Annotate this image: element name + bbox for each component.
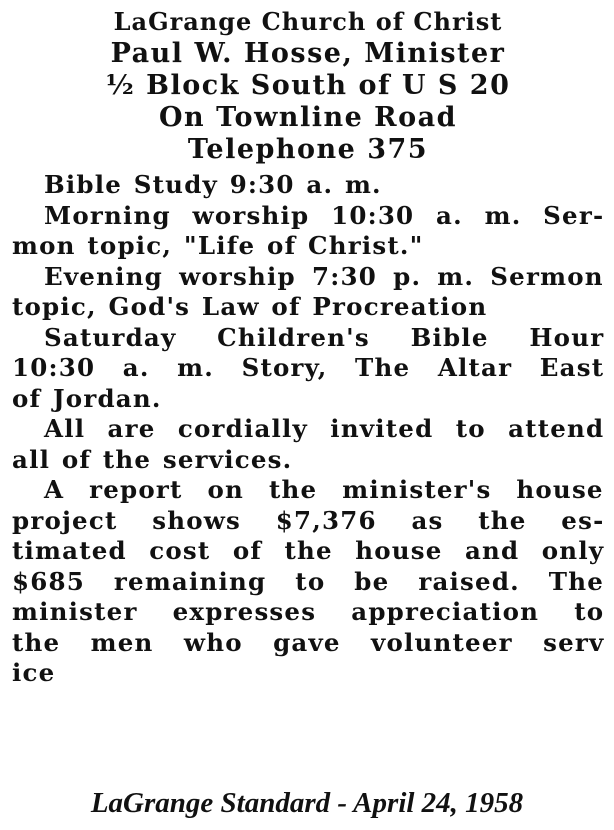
text-line: the men who gave volunteer serv xyxy=(12,627,605,657)
announcement-body xyxy=(12,170,604,689)
location-line-1: ½ Block South of U S 20 xyxy=(105,70,511,101)
telephone-line: Telephone 375 xyxy=(187,134,429,165)
saturday-paragraph xyxy=(12,323,604,415)
invitation-paragraph xyxy=(12,414,604,475)
minister-line: Paul W. Hosse, Minister xyxy=(110,38,506,69)
evening-worship-paragraph xyxy=(12,262,604,323)
source-credit: LaGrange Standard - April 24, 1958 xyxy=(90,787,524,819)
text-line: timated cost of the house and only xyxy=(12,536,605,565)
text-line: Bible Study 9:30 a. m. xyxy=(44,170,382,199)
text-line: project shows $7,376 as the es- xyxy=(12,505,605,535)
text-line: Morning worship 10:30 a. m. Ser- xyxy=(44,200,605,230)
text-line: Evening worship 7:30 p. m. Sermon xyxy=(44,261,604,291)
location-line-2: On Townline Road xyxy=(159,102,457,133)
text-line: All are cordially invited to attend xyxy=(44,414,605,443)
newspaper-clipping xyxy=(12,6,604,689)
text-line: A report on the minister's house xyxy=(44,475,604,504)
text-line: 10:30 a. m. Story, The Altar East xyxy=(12,353,605,382)
house-report-paragraph xyxy=(12,475,604,689)
text-line: ice xyxy=(12,658,56,687)
morning-worship-paragraph xyxy=(12,201,604,262)
text-line: topic, God's Law of Procreation xyxy=(12,292,488,321)
church-name: LaGrange Church of Christ xyxy=(113,7,503,36)
text-line: mon topic, "Life of Christ." xyxy=(12,231,424,260)
bible-study-paragraph xyxy=(12,170,604,201)
text-line: $685 remaining to be raised. The xyxy=(12,566,605,596)
text-line: minister expresses appreciation to xyxy=(12,597,605,626)
text-line: all of the services. xyxy=(12,444,293,474)
text-line: Saturday Children's Bible Hour xyxy=(44,322,605,352)
text-line: of Jordan. xyxy=(12,383,162,413)
